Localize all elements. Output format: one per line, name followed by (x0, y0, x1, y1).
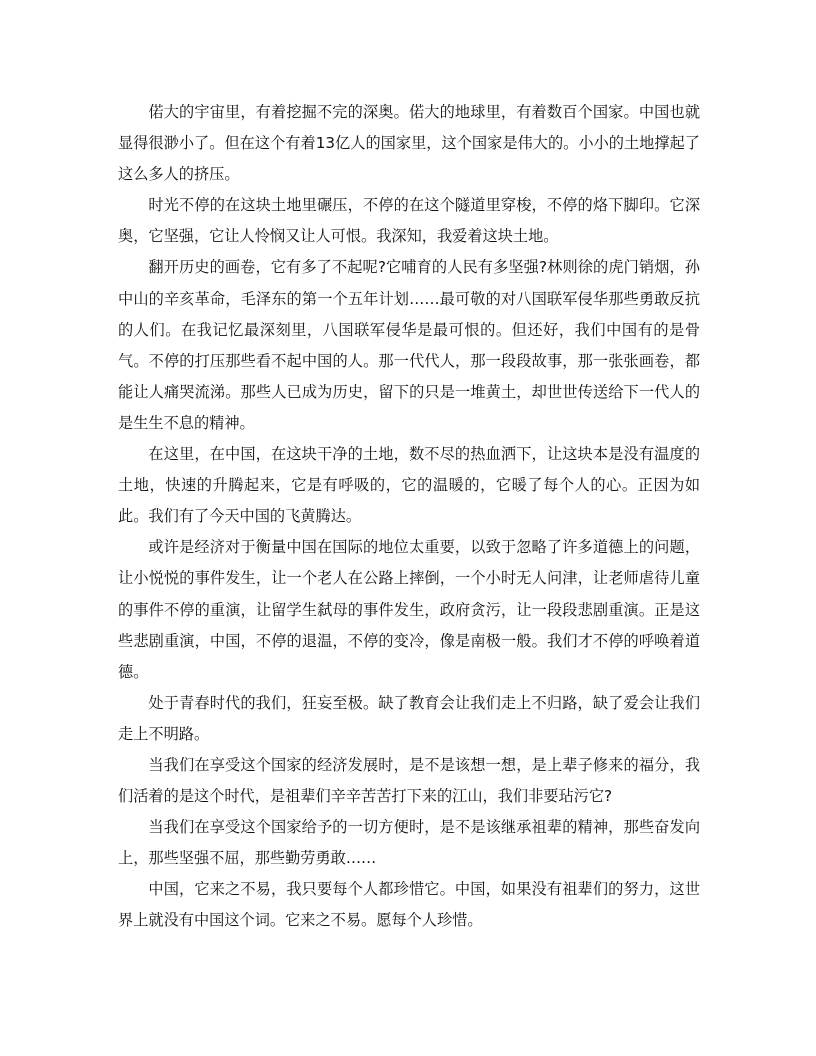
paragraph-8: 当我们在享受这个国家给予的一切方便时，是不是该继承祖辈的精神，那些奋发向上，那些坚强不屈，那些勤劳勇敢…… (118, 818, 700, 868)
paragraph-6: 处于青春时代的我们，狂妄至极。缺了教育会让我们走上不归路，缺了爱会让我们走上不明路。 (118, 693, 700, 743)
paragraph-2: 时光不停的在这块土地里碾压，不停的在这个隧道里穿梭，不停的烙下脚印。它深奥，它坚强，它让人怜悯又让人可恨。我深知，我爱着这块土地。 (118, 196, 700, 246)
paragraph-5: 或许是经济对于衡量中国在国际的地位太重要，以致于忽略了许多道德上的问题，让小悦悦的事件发生，让一个老人在公路上摔倒，一个小时无人问津，让老师虐待儿童的事件不停的重演，让留学生弑母的事件发生，政府贪污，让一段段悲剧重演。正是这些悲剧重演，中国，不停的退温，不停的变冷，像是南极一般。我们才不停的呼唤着道德。 (118, 538, 700, 681)
essay-body (118, 97, 700, 937)
paragraph-1: 偌大的宇宙里，有着挖掘不完的深奥。偌大的地球里，有着数百个国家。中国也就显得很渺小了。但在这个有着13亿人的国家里，这个国家是伟大的。小小的土地撑起了这么多人的挤压。 (118, 103, 700, 184)
paragraph-4: 在这里，在中国，在这块干净的土地，数不尽的热血洒下，让这块本是没有温度的土地，快速的升腾起来，它是有呼吸的，它的温暖的，它暖了每个人的心。正因为如此。我们有了今天中国的飞黄腾达。 (118, 445, 700, 526)
paragraph-9: 中国，它来之不易，我只要每个人都珍惜它。中国，如果没有祖辈们的努力，这世界上就没有中国这个词。它来之不易。愿每个人珍惜。 (118, 880, 700, 930)
paragraph-7: 当我们在享受这个国家的经济发展时，是不是该想一想，是上辈子修来的福分，我们活着的是这个时代，是祖辈们辛辛苦苦打下来的江山，我们非要玷污它? (118, 755, 700, 806)
paragraph-3: 翻开历史的画卷，它有多了不起呢?它哺育的人民有多坚强?林则徐的虎门销烟，孙中山的辛亥革命，毛泽东的第一个五年计划……最可敬的对八国联军侵华那些勇敢反抗的人们。在我记忆最深刻里，八国联军侵华是最可恨的。但还好，我们中国有的是骨气。不停的打压那些看不起中国的人。那一代代人，那一段段故事，那一张张画卷，都能让人痛哭流涕。那些人已成为历史，留下的只是一堆黄土，却世世传送给下一代人的是生生不息的精神。 (118, 258, 700, 432)
